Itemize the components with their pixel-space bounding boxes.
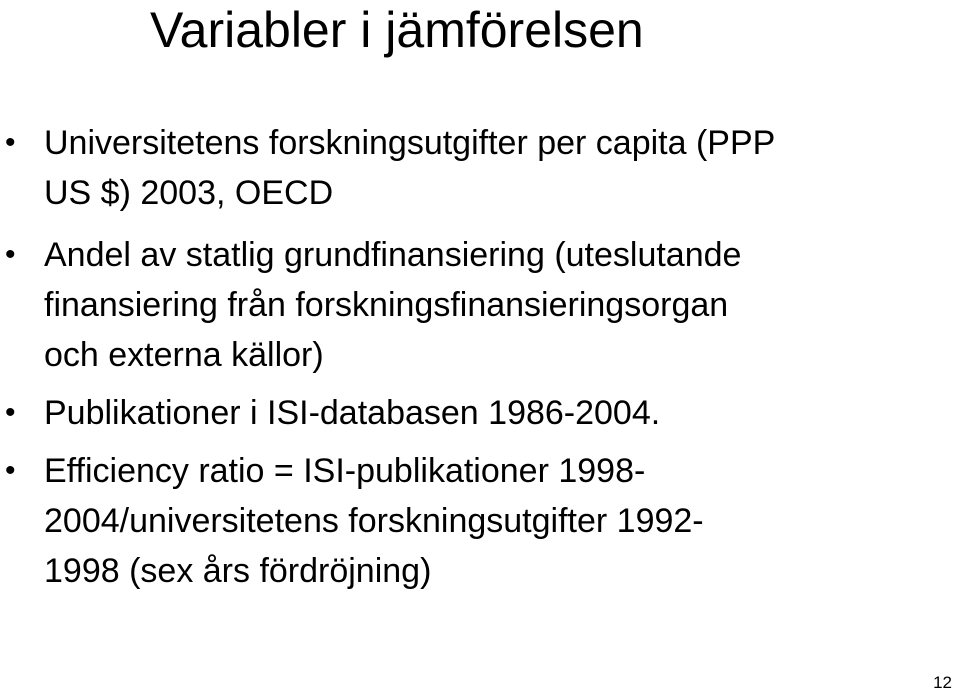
bullet-item-state-funding xyxy=(0,230,960,380)
page-number: 12 xyxy=(933,673,952,692)
bullet-item-publications xyxy=(0,388,960,438)
bullet-line: Publikationer i ISI-databasen 1986-2004. xyxy=(44,394,661,432)
bullet-icon: • xyxy=(5,238,16,271)
bullet-line: och externa källor) xyxy=(44,336,324,374)
slide-title: Variabler i jämförelsen xyxy=(150,2,644,58)
bullet-line: 1998 (sex års fördröjning) xyxy=(44,552,432,590)
bullet-icon: • xyxy=(5,126,16,159)
bullet-item-efficiency-ratio xyxy=(0,446,960,596)
bullet-line: 2004/universitetens forskningsutgifter 1992- xyxy=(44,502,704,540)
bullet-line: Andel av statlig grundfinansiering (uteslutande xyxy=(44,236,742,274)
bullet-line: finansiering från forskningsfinansieringsorgan xyxy=(44,286,729,324)
bullet-icon: • xyxy=(5,396,16,429)
bullet-line: Universitetens forskningsutgifter per capita (PPP xyxy=(44,124,776,162)
bullet-line: US $) 2003, OECD xyxy=(44,174,334,212)
bullet-list xyxy=(0,118,960,596)
bullet-icon: • xyxy=(5,454,16,487)
bullet-line: Efficiency ratio = ISI-publikationer 1998- xyxy=(44,452,646,490)
bullet-item-research-spending xyxy=(0,118,960,218)
